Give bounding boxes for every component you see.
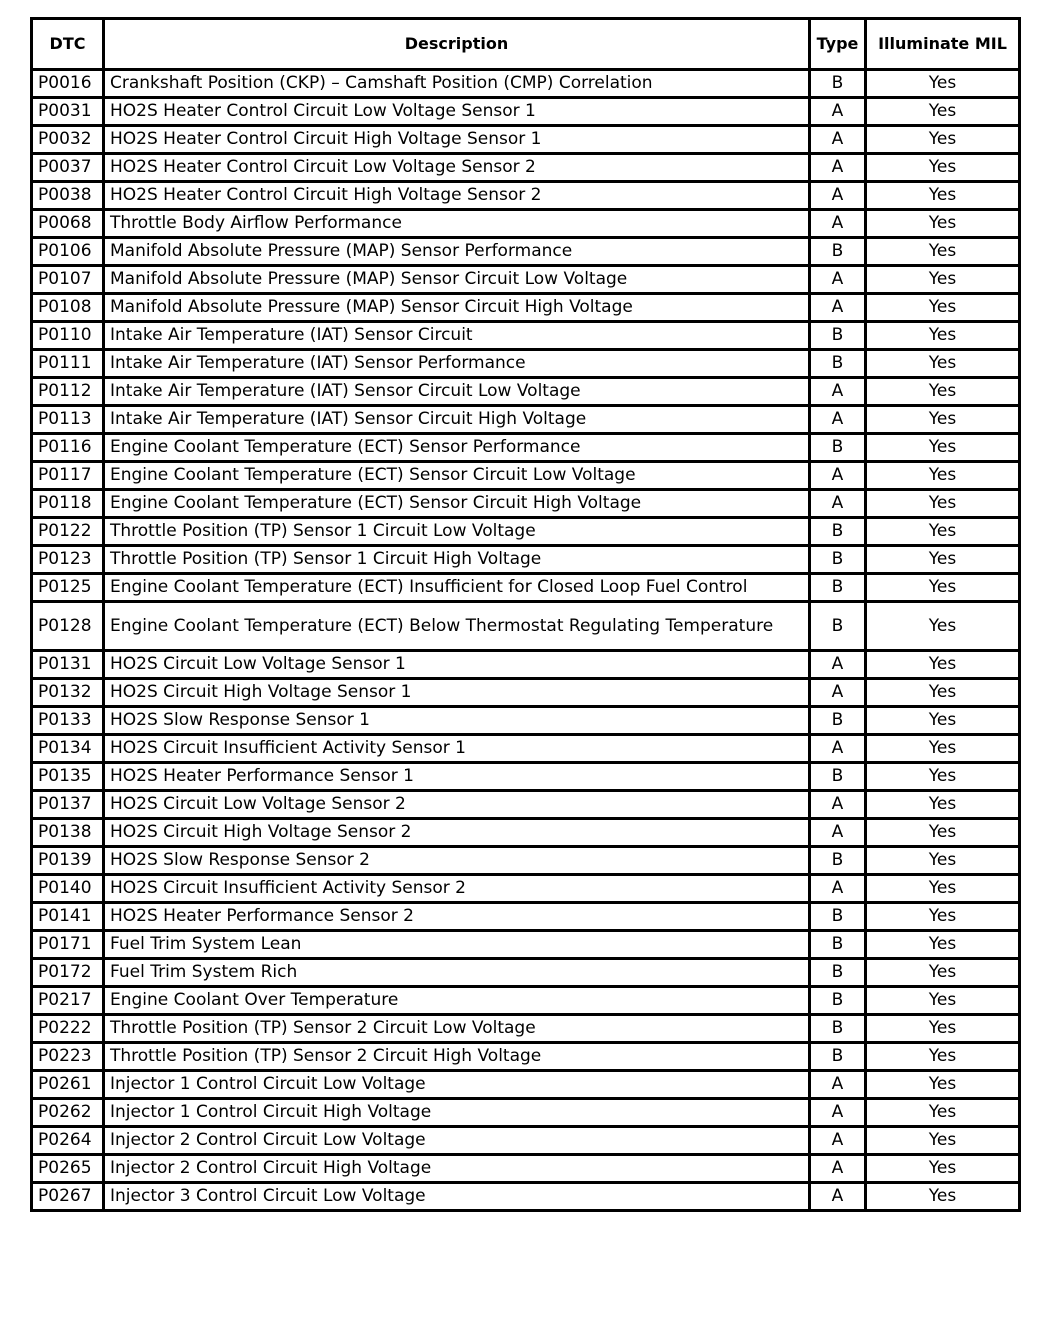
- table-row: [32, 602, 1020, 651]
- description-cell: HO2S Circuit High Voltage Sensor 1: [104, 679, 810, 707]
- type-cell: A: [810, 294, 866, 322]
- dtc-cell: P0132: [32, 679, 104, 707]
- illuminate-mil-cell: Yes: [866, 959, 1020, 987]
- dtc-cell: P0116: [32, 434, 104, 462]
- illuminate-mil-cell: Yes: [866, 819, 1020, 847]
- illuminate-mil-cell: Yes: [866, 434, 1020, 462]
- table-row: [32, 266, 1020, 294]
- dtc-cell: P0133: [32, 707, 104, 735]
- description-cell: Manifold Absolute Pressure (MAP) Sensor Circuit High Voltage: [104, 294, 810, 322]
- type-cell: A: [810, 875, 866, 903]
- dtc-cell: P0037: [32, 154, 104, 182]
- description-cell: Engine Coolant Temperature (ECT) Insufficient for Closed Loop Fuel Control: [104, 574, 810, 602]
- table-row: [32, 70, 1020, 98]
- illuminate-mil-cell: Yes: [866, 1127, 1020, 1155]
- illuminate-mil-cell: Yes: [866, 987, 1020, 1015]
- dtc-cell: P0139: [32, 847, 104, 875]
- dtc-cell: P0135: [32, 763, 104, 791]
- type-cell: A: [810, 791, 866, 819]
- illuminate-mil-cell: Yes: [866, 1043, 1020, 1071]
- description-cell: HO2S Slow Response Sensor 2: [104, 847, 810, 875]
- type-cell: A: [810, 819, 866, 847]
- illuminate-mil-cell: Yes: [866, 847, 1020, 875]
- description-cell: HO2S Heater Performance Sensor 1: [104, 763, 810, 791]
- description-cell: Intake Air Temperature (IAT) Sensor Circuit High Voltage: [104, 406, 810, 434]
- table-row: [32, 735, 1020, 763]
- illuminate-mil-cell: Yes: [866, 210, 1020, 238]
- illuminate-mil-cell: Yes: [866, 1099, 1020, 1127]
- dtc-cell: P0140: [32, 875, 104, 903]
- table-row: [32, 294, 1020, 322]
- header-row: [32, 19, 1020, 70]
- illuminate-mil-cell: Yes: [866, 903, 1020, 931]
- description-cell: Throttle Position (TP) Sensor 2 Circuit High Voltage: [104, 1043, 810, 1071]
- dtc-cell: P0171: [32, 931, 104, 959]
- table-row: [32, 98, 1020, 126]
- type-cell: A: [810, 266, 866, 294]
- type-cell: B: [810, 350, 866, 378]
- dtc-cell: P0031: [32, 98, 104, 126]
- type-cell: A: [810, 378, 866, 406]
- description-cell: Injector 2 Control Circuit Low Voltage: [104, 1127, 810, 1155]
- type-cell: A: [810, 1127, 866, 1155]
- description-cell: Throttle Position (TP) Sensor 2 Circuit Low Voltage: [104, 1015, 810, 1043]
- type-cell: B: [810, 959, 866, 987]
- illuminate-mil-cell: Yes: [866, 931, 1020, 959]
- illuminate-mil-cell: Yes: [866, 763, 1020, 791]
- table-row: [32, 1043, 1020, 1071]
- dtc-cell: P0222: [32, 1015, 104, 1043]
- type-cell: A: [810, 735, 866, 763]
- dtc-cell: P0122: [32, 518, 104, 546]
- description-cell: Crankshaft Position (CKP) – Camshaft Position (CMP) Correlation: [104, 70, 810, 98]
- table-row: [32, 546, 1020, 574]
- table-row: [32, 574, 1020, 602]
- table-header: [32, 19, 1020, 70]
- table-row: [32, 350, 1020, 378]
- table-row: [32, 959, 1020, 987]
- dtc-cell: P0032: [32, 126, 104, 154]
- dtc-cell: P0262: [32, 1099, 104, 1127]
- table-row: [32, 987, 1020, 1015]
- table-row: [32, 875, 1020, 903]
- description-cell: HO2S Circuit Low Voltage Sensor 2: [104, 791, 810, 819]
- dtc-cell: P0111: [32, 350, 104, 378]
- type-cell: B: [810, 238, 866, 266]
- dtc-cell: P0217: [32, 987, 104, 1015]
- illuminate-mil-cell: Yes: [866, 679, 1020, 707]
- table-row: [32, 791, 1020, 819]
- description-cell: Engine Coolant Temperature (ECT) Below Thermostat Regulating Temperature: [104, 602, 810, 651]
- table-row: [32, 434, 1020, 462]
- table-row: [32, 1015, 1020, 1043]
- dtc-cell: P0172: [32, 959, 104, 987]
- header-illuminate-mil: Illuminate MIL: [866, 19, 1020, 70]
- header-description: Description: [104, 19, 810, 70]
- dtc-cell: P0106: [32, 238, 104, 266]
- type-cell: B: [810, 1015, 866, 1043]
- illuminate-mil-cell: Yes: [866, 462, 1020, 490]
- dtc-cell: P0123: [32, 546, 104, 574]
- illuminate-mil-cell: Yes: [866, 1071, 1020, 1099]
- dtc-cell: P0107: [32, 266, 104, 294]
- dtc-cell: P0138: [32, 819, 104, 847]
- description-cell: HO2S Slow Response Sensor 1: [104, 707, 810, 735]
- table-row: [32, 154, 1020, 182]
- table-row: [32, 462, 1020, 490]
- dtc-cell: P0113: [32, 406, 104, 434]
- type-cell: A: [810, 98, 866, 126]
- illuminate-mil-cell: Yes: [866, 791, 1020, 819]
- table-row: [32, 707, 1020, 735]
- illuminate-mil-cell: Yes: [866, 266, 1020, 294]
- description-cell: HO2S Heater Performance Sensor 2: [104, 903, 810, 931]
- table-row: [32, 1127, 1020, 1155]
- dtc-cell: P0112: [32, 378, 104, 406]
- illuminate-mil-cell: Yes: [866, 406, 1020, 434]
- type-cell: A: [810, 462, 866, 490]
- description-cell: Throttle Position (TP) Sensor 1 Circuit Low Voltage: [104, 518, 810, 546]
- dtc-cell: P0038: [32, 182, 104, 210]
- type-cell: A: [810, 1099, 866, 1127]
- table-row: [32, 903, 1020, 931]
- type-cell: B: [810, 1043, 866, 1071]
- type-cell: B: [810, 434, 866, 462]
- type-cell: B: [810, 931, 866, 959]
- illuminate-mil-cell: Yes: [866, 126, 1020, 154]
- illuminate-mil-cell: Yes: [866, 602, 1020, 651]
- type-cell: A: [810, 210, 866, 238]
- dtc-cell: P0137: [32, 791, 104, 819]
- dtc-cell: P0108: [32, 294, 104, 322]
- dtc-table: [30, 17, 1021, 1212]
- description-cell: Throttle Position (TP) Sensor 1 Circuit High Voltage: [104, 546, 810, 574]
- illuminate-mil-cell: Yes: [866, 294, 1020, 322]
- illuminate-mil-cell: Yes: [866, 707, 1020, 735]
- dtc-cell: P0016: [32, 70, 104, 98]
- description-cell: Injector 1 Control Circuit High Voltage: [104, 1099, 810, 1127]
- description-cell: Engine Coolant Temperature (ECT) Sensor Circuit High Voltage: [104, 490, 810, 518]
- table-row: [32, 378, 1020, 406]
- illuminate-mil-cell: Yes: [866, 546, 1020, 574]
- description-cell: Engine Coolant Temperature (ECT) Sensor Performance: [104, 434, 810, 462]
- description-cell: Intake Air Temperature (IAT) Sensor Circuit: [104, 322, 810, 350]
- illuminate-mil-cell: Yes: [866, 574, 1020, 602]
- illuminate-mil-cell: Yes: [866, 98, 1020, 126]
- description-cell: Manifold Absolute Pressure (MAP) Sensor Performance: [104, 238, 810, 266]
- illuminate-mil-cell: Yes: [866, 518, 1020, 546]
- description-cell: HO2S Circuit Low Voltage Sensor 1: [104, 651, 810, 679]
- table-row: [32, 931, 1020, 959]
- type-cell: B: [810, 574, 866, 602]
- type-cell: A: [810, 182, 866, 210]
- dtc-cell: P0267: [32, 1183, 104, 1211]
- type-cell: B: [810, 707, 866, 735]
- type-cell: A: [810, 1155, 866, 1183]
- type-cell: A: [810, 1183, 866, 1211]
- type-cell: B: [810, 70, 866, 98]
- table-row: [32, 847, 1020, 875]
- illuminate-mil-cell: Yes: [866, 350, 1020, 378]
- dtc-cell: P0128: [32, 602, 104, 651]
- table-row: [32, 1155, 1020, 1183]
- description-cell: HO2S Heater Control Circuit Low Voltage Sensor 2: [104, 154, 810, 182]
- dtc-cell: P0265: [32, 1155, 104, 1183]
- table-body: [32, 70, 1020, 1211]
- description-cell: Manifold Absolute Pressure (MAP) Sensor Circuit Low Voltage: [104, 266, 810, 294]
- illuminate-mil-cell: Yes: [866, 651, 1020, 679]
- table-row: [32, 182, 1020, 210]
- dtc-cell: P0068: [32, 210, 104, 238]
- description-cell: Throttle Body Airflow Performance: [104, 210, 810, 238]
- dtc-cell: P0261: [32, 1071, 104, 1099]
- table-row: [32, 126, 1020, 154]
- description-cell: Injector 3 Control Circuit Low Voltage: [104, 1183, 810, 1211]
- dtc-cell: P0141: [32, 903, 104, 931]
- type-cell: B: [810, 763, 866, 791]
- illuminate-mil-cell: Yes: [866, 70, 1020, 98]
- type-cell: B: [810, 987, 866, 1015]
- illuminate-mil-cell: Yes: [866, 182, 1020, 210]
- description-cell: Engine Coolant Temperature (ECT) Sensor Circuit Low Voltage: [104, 462, 810, 490]
- table-row: [32, 238, 1020, 266]
- illuminate-mil-cell: Yes: [866, 1015, 1020, 1043]
- type-cell: B: [810, 903, 866, 931]
- illuminate-mil-cell: Yes: [866, 490, 1020, 518]
- description-cell: Fuel Trim System Lean: [104, 931, 810, 959]
- type-cell: B: [810, 322, 866, 350]
- table-row: [32, 679, 1020, 707]
- table-row: [32, 763, 1020, 791]
- type-cell: A: [810, 490, 866, 518]
- description-cell: HO2S Circuit High Voltage Sensor 2: [104, 819, 810, 847]
- type-cell: A: [810, 1071, 866, 1099]
- type-cell: B: [810, 546, 866, 574]
- table-row: [32, 651, 1020, 679]
- table-row: [32, 1183, 1020, 1211]
- description-cell: HO2S Heater Control Circuit High Voltage Sensor 1: [104, 126, 810, 154]
- illuminate-mil-cell: Yes: [866, 875, 1020, 903]
- table-row: [32, 819, 1020, 847]
- type-cell: A: [810, 406, 866, 434]
- dtc-cell: P0131: [32, 651, 104, 679]
- table-row: [32, 490, 1020, 518]
- description-cell: Fuel Trim System Rich: [104, 959, 810, 987]
- illuminate-mil-cell: Yes: [866, 1155, 1020, 1183]
- description-cell: Engine Coolant Over Temperature: [104, 987, 810, 1015]
- illuminate-mil-cell: Yes: [866, 154, 1020, 182]
- type-cell: B: [810, 518, 866, 546]
- dtc-cell: P0134: [32, 735, 104, 763]
- illuminate-mil-cell: Yes: [866, 238, 1020, 266]
- dtc-cell: P0125: [32, 574, 104, 602]
- dtc-cell: P0117: [32, 462, 104, 490]
- dtc-cell: P0223: [32, 1043, 104, 1071]
- description-cell: HO2S Heater Control Circuit Low Voltage Sensor 1: [104, 98, 810, 126]
- description-cell: HO2S Circuit Insufficient Activity Sensor 1: [104, 735, 810, 763]
- dtc-cell: P0110: [32, 322, 104, 350]
- dtc-cell: P0264: [32, 1127, 104, 1155]
- type-cell: A: [810, 126, 866, 154]
- table-row: [32, 1071, 1020, 1099]
- table-row: [32, 518, 1020, 546]
- type-cell: A: [810, 154, 866, 182]
- description-cell: HO2S Heater Control Circuit High Voltage Sensor 2: [104, 182, 810, 210]
- illuminate-mil-cell: Yes: [866, 1183, 1020, 1211]
- description-cell: Injector 2 Control Circuit High Voltage: [104, 1155, 810, 1183]
- type-cell: A: [810, 651, 866, 679]
- header-type: Type: [810, 19, 866, 70]
- type-cell: B: [810, 847, 866, 875]
- illuminate-mil-cell: Yes: [866, 322, 1020, 350]
- description-cell: Intake Air Temperature (IAT) Sensor Circuit Low Voltage: [104, 378, 810, 406]
- description-cell: Intake Air Temperature (IAT) Sensor Performance: [104, 350, 810, 378]
- illuminate-mil-cell: Yes: [866, 735, 1020, 763]
- type-cell: A: [810, 679, 866, 707]
- dtc-cell: P0118: [32, 490, 104, 518]
- table-row: [32, 406, 1020, 434]
- illuminate-mil-cell: Yes: [866, 378, 1020, 406]
- table-row: [32, 1099, 1020, 1127]
- type-cell: B: [810, 602, 866, 651]
- header-dtc: DTC: [32, 19, 104, 70]
- table-row: [32, 210, 1020, 238]
- table-row: [32, 322, 1020, 350]
- description-cell: HO2S Circuit Insufficient Activity Sensor 2: [104, 875, 810, 903]
- description-cell: Injector 1 Control Circuit Low Voltage: [104, 1071, 810, 1099]
